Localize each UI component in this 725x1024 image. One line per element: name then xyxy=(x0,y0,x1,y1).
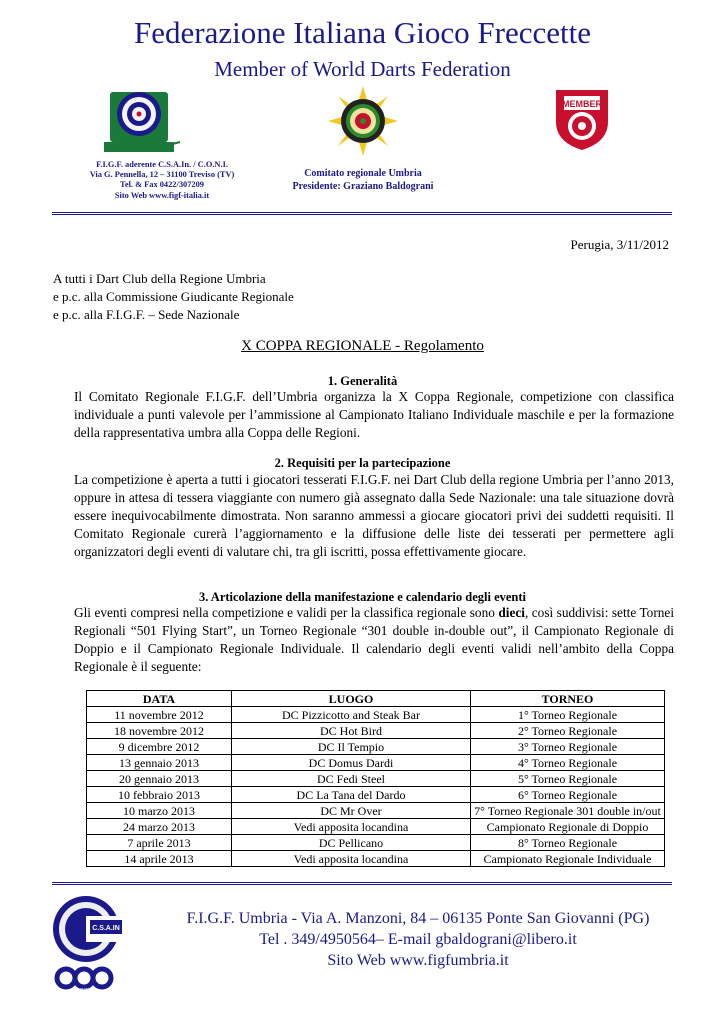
cell-data: 24 marzo 2013 xyxy=(87,819,232,835)
table-row xyxy=(87,803,665,819)
footer-contact xyxy=(158,908,678,971)
cell-luogo: DC Pizzicotto and Steak Bar xyxy=(232,707,471,723)
cell-data: 10 marzo 2013 xyxy=(87,803,232,819)
cell-data: 18 novembre 2012 xyxy=(87,723,232,739)
column-header-data: DATA xyxy=(87,691,232,707)
table-row xyxy=(87,835,665,851)
column-header-torneo: TORNEO xyxy=(471,691,665,707)
committee-line: Presidente: Graziano Baldograni xyxy=(292,180,434,192)
recipient-line: e p.c. alla Commissione Giudicante Regionale xyxy=(53,289,294,304)
federation-subtitle: Member of World Darts Federation xyxy=(214,57,511,81)
document-title: X COPPA REGIONALE - Regolamento xyxy=(241,338,484,354)
table-row xyxy=(87,819,665,835)
cell-data: 13 gennaio 2013 xyxy=(87,755,232,771)
section-heading-requisiti: 2. Requisiti per la partecipazione xyxy=(274,456,451,470)
cell-data: 11 novembre 2012 xyxy=(87,707,232,723)
cell-torneo: 1° Torneo Regionale xyxy=(471,707,665,723)
recipient-line: A tutti i Dart Club della Regione Umbria xyxy=(53,271,266,286)
cell-torneo: 5° Torneo Regionale xyxy=(471,771,665,787)
letter-date: Perugia, 3/11/2012 xyxy=(570,237,669,252)
cell-data: 9 dicembre 2012 xyxy=(87,739,232,755)
section-text-articolazione: Gli eventi compresi nella competizione e validi per la classifica regionale sono dieci, così suddivisi: sette Tornei Regionali “501 Flying Start”, un Torneo Regionale “301 double in-double out”, il Campionato Regionale di Doppio e il Campionato Regionale Individuale. Il calendario degli eventi validi nell’ambito della Coppa Regionale è il seguente: xyxy=(74,605,675,674)
coni-logo xyxy=(54,962,118,994)
footer-address: F.I.G.F. Umbria - Via A. Manzoni, 84 – 06135 Ponte San Giovanni (PG) xyxy=(186,910,650,927)
federation-title: Federazione Italiana Gioco Freccette xyxy=(133,15,591,50)
events-calendar-table xyxy=(86,690,665,867)
committee-line: Comitato regionale Umbria xyxy=(304,168,422,179)
cell-luogo: Vedi apposita locandina xyxy=(232,819,471,835)
footer-website: Sito Web www.figfumbria.it xyxy=(327,952,509,969)
section-heading-generalita: 1. Generalità xyxy=(327,374,398,388)
table-row xyxy=(87,755,665,771)
table-row xyxy=(87,707,665,723)
cell-torneo: 2° Torneo Regionale xyxy=(471,723,665,739)
events-count: dieci xyxy=(498,605,525,620)
cell-data: 20 gennaio 2013 xyxy=(87,771,232,787)
footer-divider xyxy=(52,882,672,885)
figf-info-line: Tel. & Fax 0422/307209 xyxy=(120,180,204,190)
recipient-line: e p.c. alla F.I.G.F. – Sede Nazionale xyxy=(53,307,240,322)
recipients-block xyxy=(53,270,294,324)
csain-logo xyxy=(50,894,124,964)
cell-data: 7 aprile 2013 xyxy=(87,835,232,851)
cell-luogo: DC Hot Bird xyxy=(232,723,471,739)
footer-phone-email: Tel . 349/4950564– E-mail gbaldograni@libero.it xyxy=(259,931,577,948)
figf-dartboard-logo xyxy=(100,86,182,158)
section-text-generalita: Il Comitato Regionale F.I.G.F. dell’Umbria organizza la X Coppa Regionale, competizione con classifica individuale a punti valevole per l’ammissione al Campionato Italiano Individuale maschile e per la formazione della rappresentativa umbra alla Coppa delle Regioni. xyxy=(74,389,674,440)
table-row xyxy=(87,723,665,739)
figf-info-line: Via G. Pennella, 12 – 31100 Treviso (TV) xyxy=(89,170,235,180)
regional-committee-info xyxy=(268,168,458,193)
table-header-row xyxy=(87,691,665,707)
cell-luogo: DC Mr Over xyxy=(232,803,471,819)
figf-info-line: F.I.G.F. aderente C.S.A.In. / C.O.N.I. xyxy=(96,160,228,169)
header-divider xyxy=(52,212,672,215)
table-row xyxy=(87,787,665,803)
coni-label: CONI xyxy=(79,988,93,994)
member-badge-text: MEMBER xyxy=(562,99,602,109)
table-row xyxy=(87,739,665,755)
cell-data: 10 febbraio 2013 xyxy=(87,787,232,803)
figf-info-line: Sito Web www.figf-italia.it xyxy=(114,190,210,200)
column-header-luogo: LUOGO xyxy=(232,691,471,707)
cell-torneo: 7° Torneo Regionale 301 double in/out xyxy=(471,803,665,819)
cell-torneo: 3° Torneo Regionale xyxy=(471,739,665,755)
sun-dartboard-logo xyxy=(328,86,398,156)
cell-luogo: Vedi apposita locandina xyxy=(232,851,471,867)
wdf-member-badge xyxy=(550,86,614,152)
section-text-requisiti: La competizione è aperta a tutti i giocatori tesserati F.I.G.F. nei Dart Club della regione Umbria per l’anno 2013, oppure in attesa di tessera viaggiante con numero già assegnato dalla Sede Nazionale: una tale situazione dovrà essere inequivocabilmente dimostrata. Non saranno ammessi a giocare giocatori privi dei suddetti requisiti. Il Comitato Regionale curerà l’aggiornamento e la diffusione delle liste dei tesserati per permettere agli organizzatori degli eventi di valutare chi, tra gli iscritti, possa effettivamente giocare. xyxy=(74,472,674,559)
cell-luogo: DC La Tana del Dardo xyxy=(232,787,471,803)
cell-data: 14 aprile 2013 xyxy=(87,851,232,867)
cell-luogo: DC Pellicano xyxy=(232,835,471,851)
csain-label: C.S.A.IN xyxy=(92,925,120,932)
cell-luogo: DC Fedi Steel xyxy=(232,771,471,787)
cell-torneo: Campionato Regionale di Doppio xyxy=(471,819,665,835)
section-heading-articolazione: 3. Articolazione della manifestazione e calendario degli eventi xyxy=(198,590,527,604)
cell-torneo: Campionato Regionale Individuale xyxy=(471,851,665,867)
cell-torneo: 8° Torneo Regionale xyxy=(471,835,665,851)
cell-luogo: DC Il Tempio xyxy=(232,739,471,755)
table-row xyxy=(87,851,665,867)
cell-torneo: 6° Torneo Regionale xyxy=(471,787,665,803)
figf-contact-info xyxy=(42,160,282,201)
cell-torneo: 4° Torneo Regionale xyxy=(471,755,665,771)
cell-luogo: DC Domus Dardi xyxy=(232,755,471,771)
table-row xyxy=(87,771,665,787)
